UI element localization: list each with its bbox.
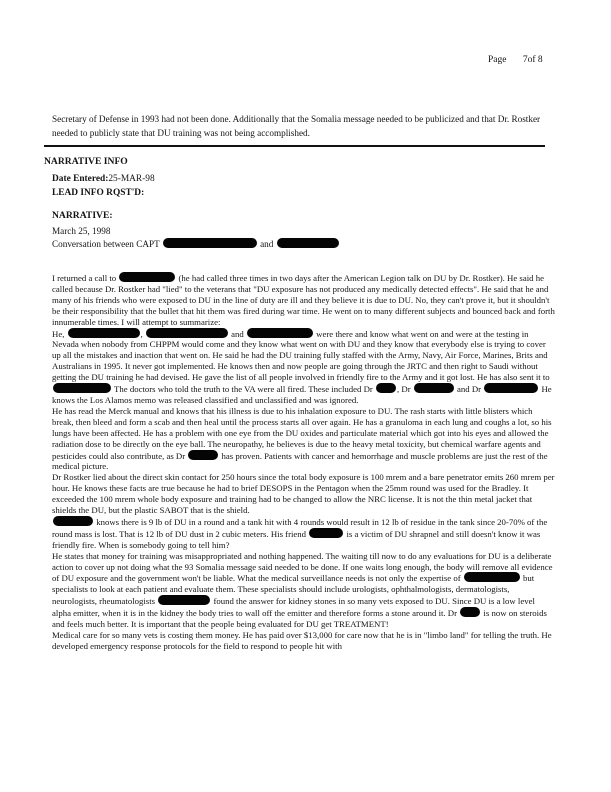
text-run: , Dr [397, 384, 411, 395]
lead-info-label: LEAD INFO RQST'D: [52, 188, 145, 198]
narrative-date: March 25, 1998 [52, 226, 111, 236]
date-entered-row [52, 172, 155, 186]
text-run: (he had called three times in two days after the American Legion talk on DU by Dr. Rostker). He said he called because Dr. Rostker had "lied" to the veterans that "DU exposure has not produced any medically detected effects". He said that he and many of his friends who were exposed to DU in the line of duty are ill and they believe it is due to DU. No, they can't prove it, but it shouldn't be their responsibility that the bullet that hit them was fired during war time. He went on to many different subjects and bounced back and forth innumerable times. I will attempt to summarize: [52, 273, 555, 327]
narrative-title: NARRATIVE: [52, 210, 113, 221]
redaction-bar [163, 238, 257, 248]
paragraph-6 [52, 551, 555, 630]
redaction-bar [309, 528, 343, 538]
text-run: were there and know what went on and were at the testing in Nevada when nobody from CHPPM would come and they know what went on with DU and they know that everybody else is trying to cover up all the mistakes and inaction that went on. He said he had the DU training fully staffed with the Army, Navy, Air Force, Marines, Brits and Australians in 1995. It never got implemented. He knows then and now people are going through the JRTC and then right to Saudi without getting the DU training he had devised. He gave the list of all people involved in friendly fire to the Army and it got lost. He has also sent it to [52, 328, 550, 383]
text-run: has proven. Patients with cancer and hemorrhage and muscle problems are just the rest of the medical picture. [52, 450, 548, 472]
lead-info-row [52, 186, 155, 200]
date-entered-label: Date Entered: [52, 174, 109, 184]
text-run: I returned a call to [52, 273, 117, 283]
redaction-bar [484, 383, 538, 393]
redaction-bar [119, 272, 175, 282]
text-run: , [140, 328, 143, 339]
redaction-bar [188, 450, 218, 460]
conversation-and: and [260, 239, 274, 249]
narrative-body [52, 272, 555, 652]
redaction-bar [53, 516, 93, 526]
intro-paragraph: Secretary of Defense in 1993 had not been done. Additionally that the Somalia message needed to be publicized and that Dr. Rostker needed to publicly state that DU training was not being accomplished. [52, 114, 541, 138]
text-run: He, [52, 328, 65, 339]
paragraph-3 [52, 406, 555, 472]
redaction-bar [277, 238, 339, 248]
paragraph-4: Dr Rostker lied about the direct skin contact for 250 hours since the total body exposure is 100 mrem and a bare penetrator emits 260 mrem per hour. He knows these facts are true because he had to brief DESOPS in the Pentagon when the 25mm round was used for the Bradley. It exceeded the 100 mrem whole body exposure and training had to be changed to allow the NRC license. It is not the thin metal jacket that shields the DU, but the plastic SABOT that is the shield. [52, 472, 555, 516]
redaction-bar [68, 328, 140, 338]
section-title: NARRATIVE INFO [44, 156, 128, 167]
paragraph-5 [52, 516, 555, 551]
text-run: He states that money for training was misappropriated and nothing happened. The waiting till now to do any evaluations for DU is a deliberate action to cover up not doing what the 93 Somalia message said needed to be done. If one waits long enough, the body will remove all evidence of DU exposure and the government won't be liable. What the medical surveillance needs is not only the expertise of [52, 550, 553, 584]
date-entered-value: 25-MAR-98 [108, 174, 155, 184]
conversation-prefix: Conversation between CAPT [52, 239, 160, 249]
paragraph-7: Medical care for so many vets is costing them money. He has paid over $13,000 for care now that he is in "limbo land" for telling the truth. He developed emergency response protocols for the field to respond to people hit with [52, 630, 552, 651]
text-run: knows there is 9 lb of DU in a round and a tank hit with 4 rounds would result in 12 lb of residue in the tank since 20-70% of the round mass is lost. That is 12 lb of DU dust in 2 cubic meters. His friend [52, 516, 548, 539]
narrative-header [52, 225, 340, 251]
section-divider [44, 145, 545, 147]
redaction-bar [158, 595, 210, 605]
page-count: 7of 8 [522, 55, 543, 65]
page-number [488, 55, 557, 65]
page-label: Page [488, 55, 507, 65]
redaction-bar [146, 328, 228, 338]
conversation-line [52, 238, 340, 251]
redaction-bar [376, 383, 396, 393]
text-run: is now on steroids and feels much better. It is important that the people being evaluated for DU get TREATMENT! [52, 608, 547, 630]
meta-block [52, 172, 155, 200]
redaction-bar [460, 607, 480, 617]
paragraph-1 [52, 272, 555, 328]
text-run: found the answer for kidney stones in so many vets exposed to DU. Since DU is a low level alpha emitter, when it is in the kidney the body tries to wall off the emitter and therefore forms a stone around it. Dr [52, 596, 535, 619]
text-run: and Dr [457, 384, 482, 395]
redaction-bar [464, 572, 520, 582]
text-run: is a victim of DU shrapnel and still doesn't know it was friendly fire. When is somebody going to tell him? [52, 528, 541, 550]
text-run: The doctors who told the truth to the VA were all fired. These included Dr [114, 384, 373, 395]
redaction-bar [53, 383, 111, 393]
paragraph-2 [52, 328, 555, 406]
text-run: and [231, 328, 244, 339]
redaction-bar [247, 328, 313, 338]
text-run: He has read the Merck manual and knows that his illness is due to his inhalation exposure to DU. The rash starts with little blisters which break, then bleed and form a scab and then heal until the process starts all over again. He has a granuloma in each lung and coughs a lot, so his lungs have been affected. He has a problem with one eye from the DU oxides and particulate material which got into his eyes and allowed the radiation dose to be directly on the eye ball. The neuropathy, he believes is due to the heavy metal toxicity, but chemical warfare agents and pesticides could also contribute, as Dr [52, 405, 552, 461]
text-run: but specialists to look at each patient and evaluate them. These specialists should include urologists, ophthalmologists, dermatologists, neurologists, rheumatologists [52, 573, 535, 607]
text-run: He knows the Los Alamos memo was released classified and unclassified and was ignored. [52, 384, 552, 405]
redaction-bar [414, 383, 454, 393]
